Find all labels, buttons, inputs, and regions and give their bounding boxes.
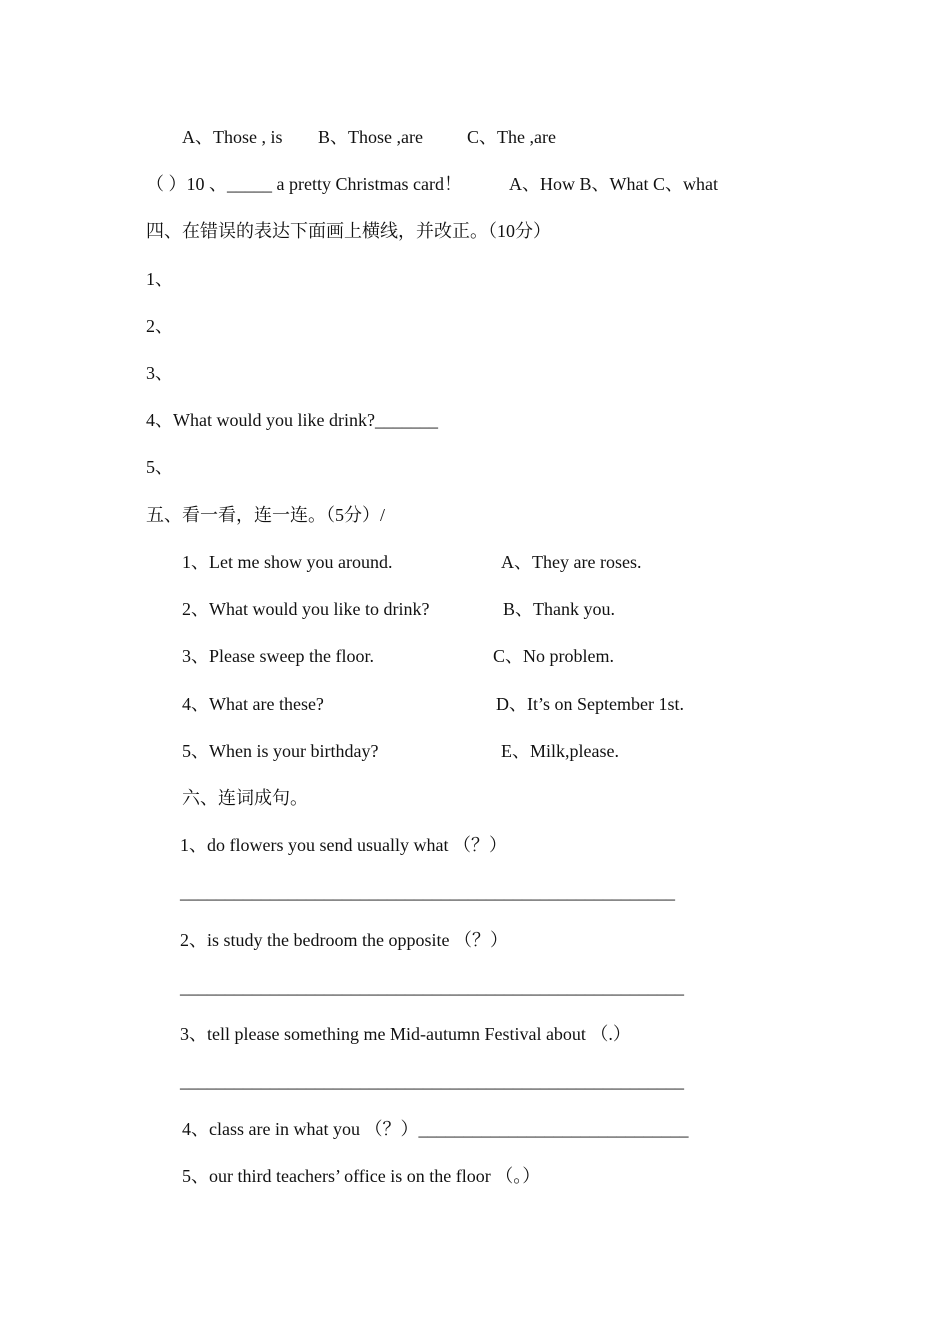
section5-title: 五、看一看，连一连。（5分）/ bbox=[146, 505, 385, 525]
section4-item-2: 2、 bbox=[146, 316, 173, 336]
q10-options: A、How B、What C、what bbox=[509, 174, 718, 194]
match-right-b: B、Thank you. bbox=[503, 599, 615, 619]
section4-item-4: 4、What would you like drink?_______ bbox=[146, 410, 438, 430]
section6-title: 六、连词成句。 bbox=[182, 788, 308, 808]
match-right-a: A、They are roses. bbox=[501, 552, 642, 572]
q9-option-b: B、Those ,are bbox=[318, 127, 423, 147]
section4-title: 四、在错误的表达下面画上横线，并改正。（10分） bbox=[146, 221, 551, 241]
match-left-2: 2、What would you like to drink? bbox=[182, 599, 430, 619]
q9-option-a: A、Those , is bbox=[182, 127, 283, 147]
section6-q4: 4、class are in what you （？）______________________________ bbox=[182, 1119, 689, 1139]
section6-answer-line-3: ________________________________________________________ bbox=[180, 1071, 684, 1091]
match-left-5: 5、When is your birthday? bbox=[182, 741, 379, 761]
match-right-e: E、Milk,please. bbox=[501, 741, 619, 761]
section4-item-5: 5、 bbox=[146, 457, 173, 477]
section6-q2: 2、is study the bedroom the opposite （？） bbox=[180, 930, 508, 950]
section6-q5: 5、our third teachers’ office is on the floor （。） bbox=[182, 1166, 541, 1186]
section6-q1: 1、do flowers you send usually what （？） bbox=[180, 835, 507, 855]
q9-option-c: C、The ,are bbox=[467, 127, 556, 147]
match-left-1: 1、Let me show you around. bbox=[182, 552, 393, 572]
q10-stem: （ ）10 、_____ a pretty Christmas card！ bbox=[146, 174, 462, 194]
section6-answer-line-1: _______________________________________________________ bbox=[180, 882, 675, 902]
match-left-3: 3、Please sweep the floor. bbox=[182, 646, 374, 666]
match-right-d: D、It’s on September 1st. bbox=[496, 694, 684, 714]
match-left-4: 4、What are these? bbox=[182, 694, 324, 714]
match-right-c: C、No problem. bbox=[493, 646, 614, 666]
section4-item-1: 1、 bbox=[146, 269, 173, 289]
section6-answer-line-2: ________________________________________________________ bbox=[180, 977, 684, 997]
section6-q3: 3、tell please something me Mid-autumn Festival about （.） bbox=[180, 1024, 631, 1044]
section4-item-3: 3、 bbox=[146, 363, 173, 383]
